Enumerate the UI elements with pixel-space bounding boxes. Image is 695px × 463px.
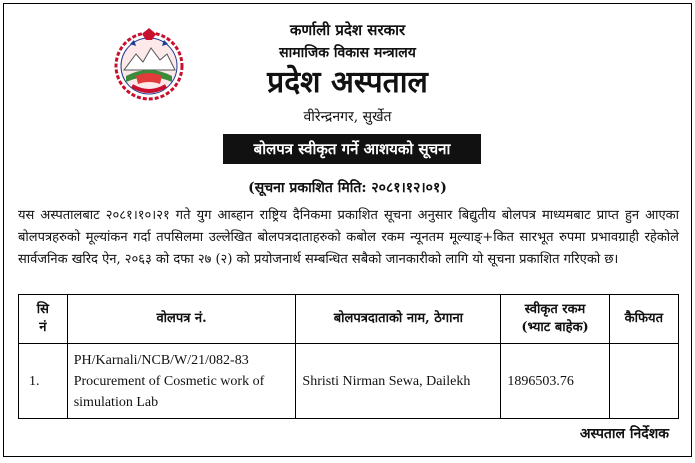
row-description-line1: Procurement of Cosmetic work of (73, 373, 265, 389)
table-row (19, 344, 679, 419)
row-bid-cell (67, 344, 296, 419)
notice-page (3, 3, 692, 457)
signatory-title: अस्पताल निर्देशक (579, 426, 669, 442)
row-description-line2: simulation Lab (73, 394, 159, 410)
ministry-name: सामाजिक विकास मन्त्रालय (279, 45, 416, 61)
notice-title: बोलपत्र स्वीकृत गर्ने आशयको सूचना (223, 134, 481, 164)
table-header-row (19, 295, 679, 344)
notice-body: यस अस्पतालबाट २०८१।१०।२१ गते युग आब्हान राष्ट्रिय दैनिकमा प्रकाशित सूचना अनुसार बिद्युतीय बोलपत्र माध्यमबाट प्राप्त हुन आएका बोलपत्रहरुको मूल्यांकन गर्दा तपसिलमा उल्लेखित बोलपत्रदाताहरुको कबोल रकम न्यूनतम मूल्याङ्+कित सारभूत रुपमा प्रभावग्राही रहेकोले सार्वजनिक खरिद ऐन, २०६३ को दफा २७ (२) को प्रयोजनार्थ सम्बन्धित सबैको जानकारीको लागि यो सूचना प्रकाशित गरिएको छ। (18, 208, 679, 267)
col-sn-line2: नं (39, 320, 47, 335)
office-location: वीरेन्द्रनगर, सुर्खेत (303, 109, 392, 125)
publish-date: (सूचना प्रकाशित मिति: २०८१।१२।०१) (248, 180, 447, 196)
government-name: कर्णाली प्रदेश सरकार (289, 21, 406, 39)
row-bid-no: PH/Karnali/NCB/W/21/082-83 (73, 352, 249, 368)
row-sn: 1. (19, 344, 68, 419)
col-bid-no: वोलपत्र नं. (67, 295, 296, 344)
col-amount (501, 295, 609, 344)
col-amount-line1: स्वीकृत रकम (524, 302, 586, 317)
col-sn (19, 295, 68, 344)
row-bidder: Shristi Nirman Sewa, Dailekh (296, 344, 501, 419)
col-amount-line2: (भ्याट बाहेक) (521, 320, 589, 335)
col-remarks: कैफियत (609, 295, 678, 344)
col-bidder: बोलपत्रदाताको नाम, ठेगाना (296, 295, 501, 344)
col-sn-line1: सि (36, 302, 49, 317)
row-remarks (609, 344, 678, 419)
row-amount: 1896503.76 (501, 344, 609, 419)
award-table (18, 294, 679, 419)
office-name: प्रदेश अस्पताल (267, 65, 428, 100)
